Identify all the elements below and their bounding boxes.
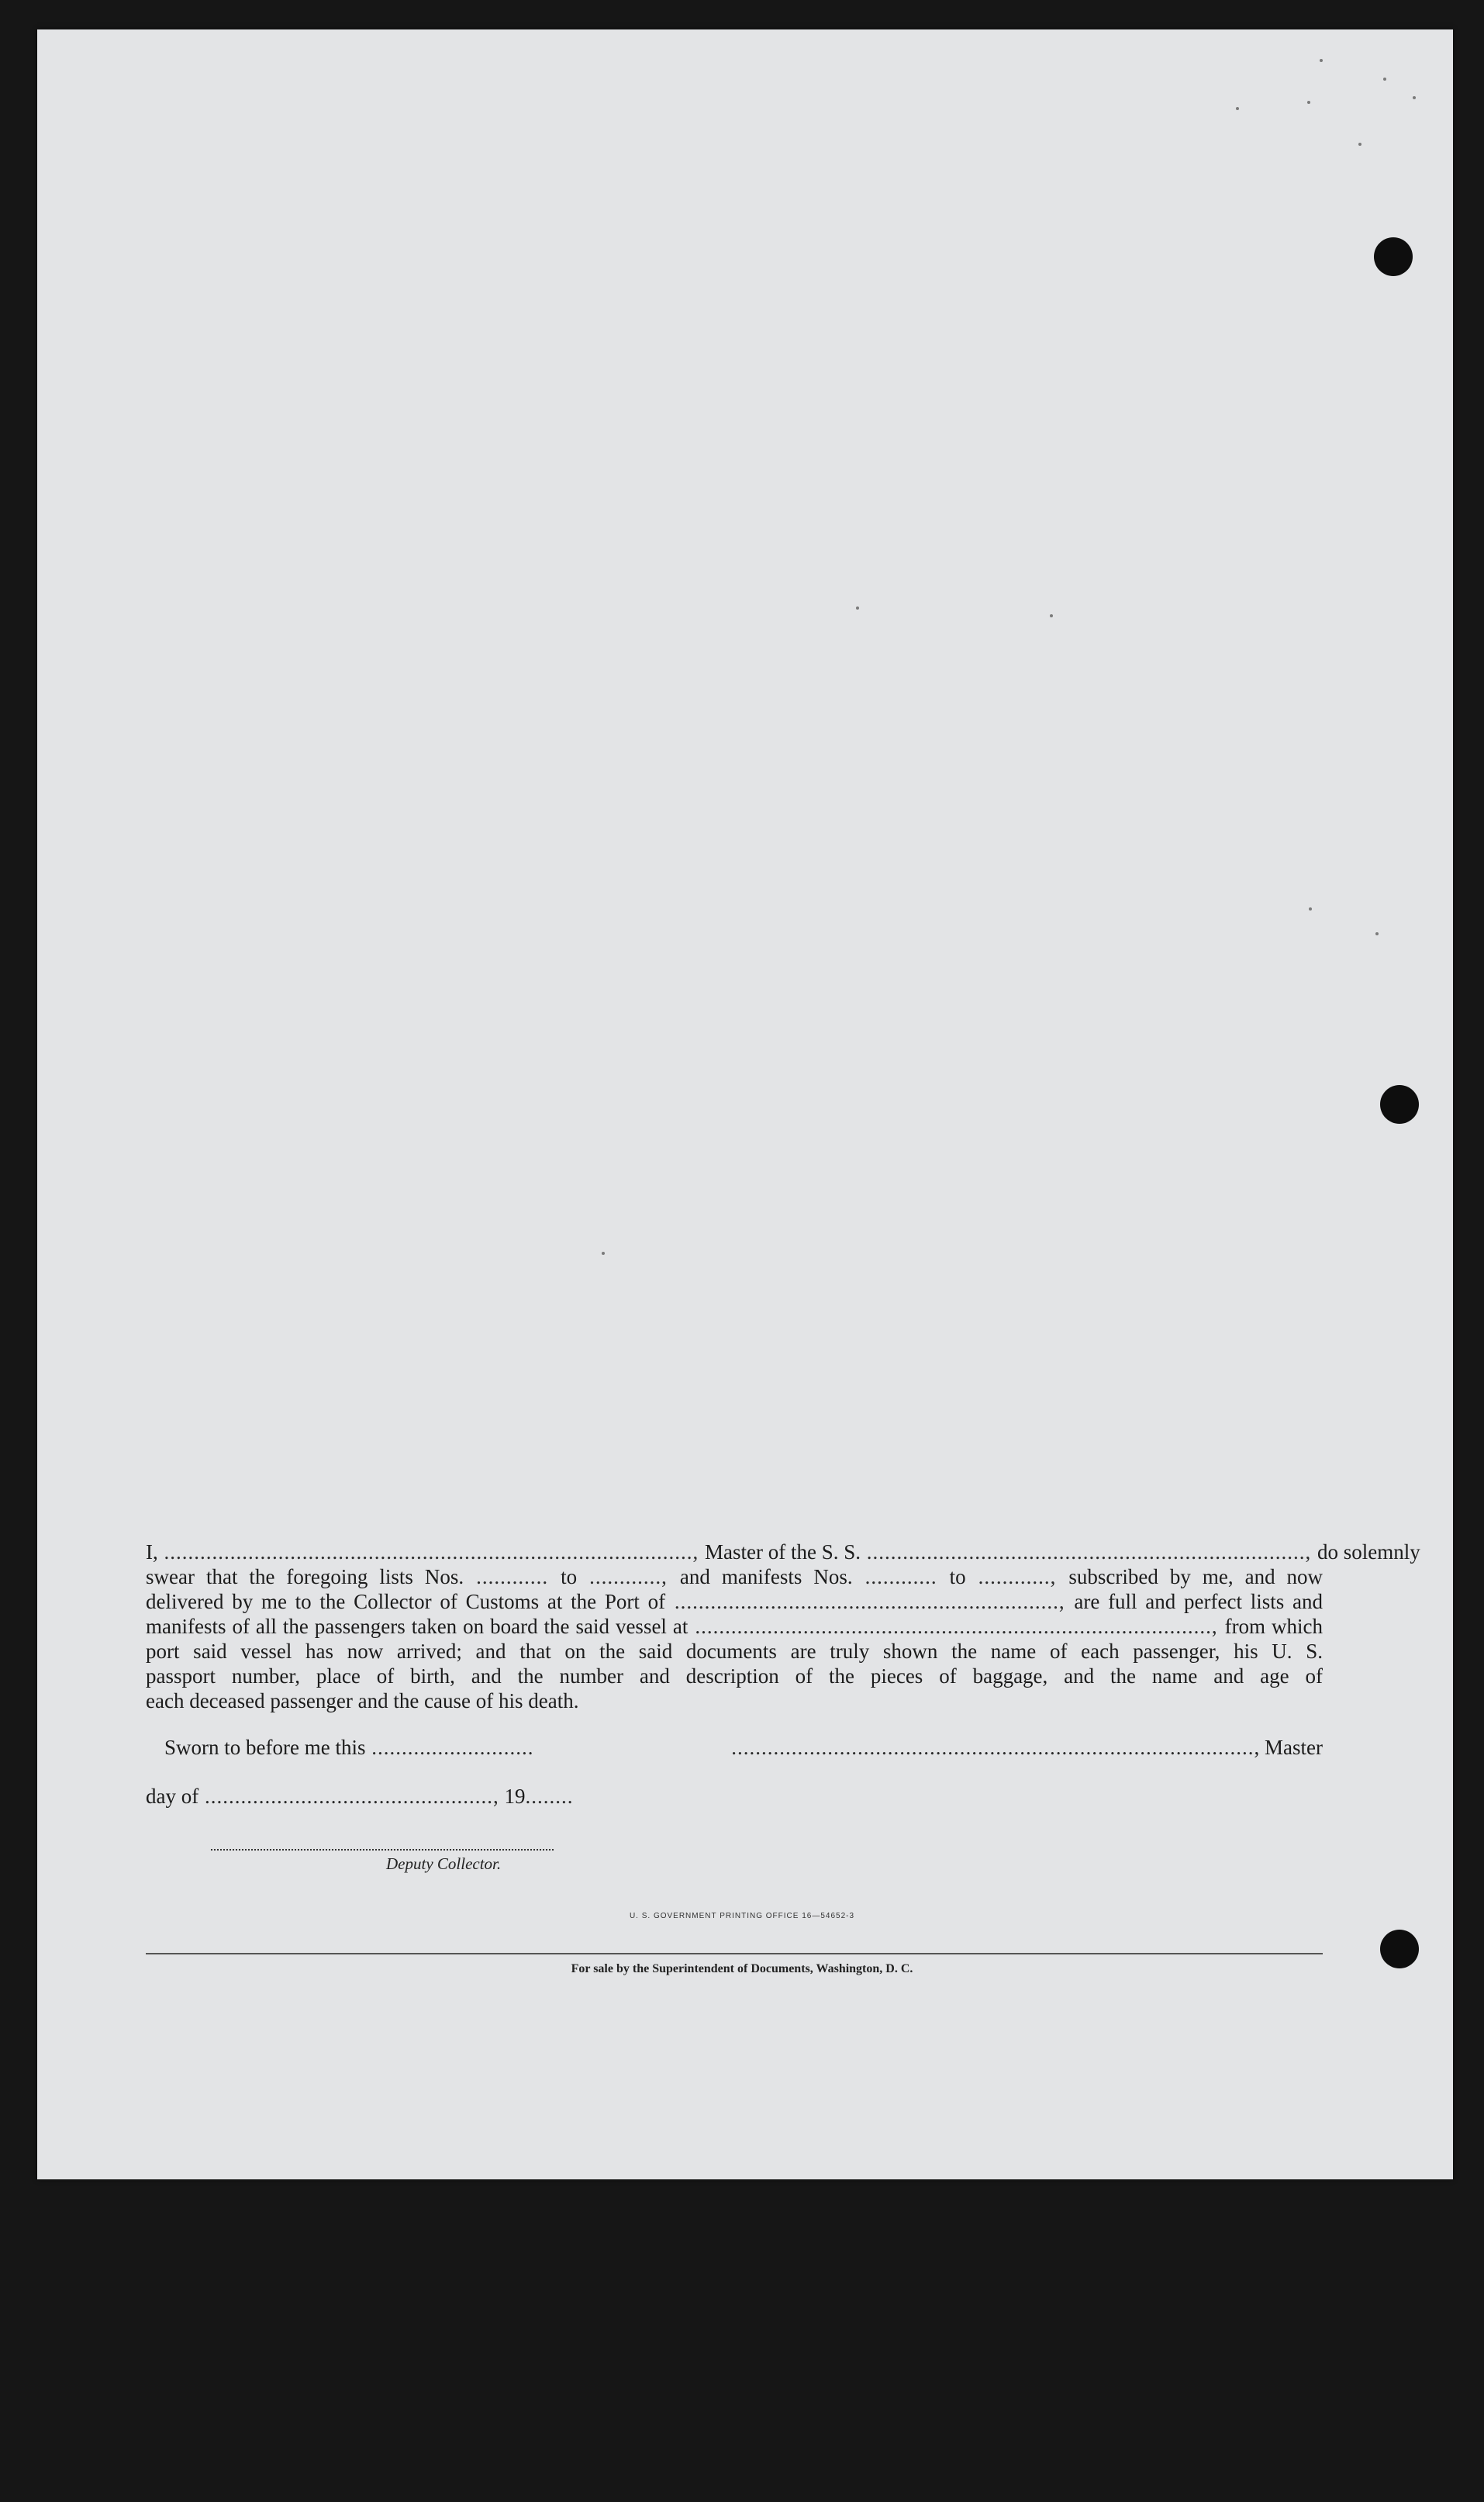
oath-text: and manifests Nos. [679,1565,853,1588]
deputy-collector-label: Deputy Collector. [386,1854,502,1873]
footer-rule [146,1953,1323,1954]
paper-speck [1375,932,1379,935]
oath-text: port said vessel has now arrived; and that on the said documents are truly shown the name of each passenger, his U. S. [146,1640,1323,1663]
oath-line-7 [146,1688,1323,1713]
punch-hole-middle [1380,1085,1419,1124]
oath-line-6 [146,1664,1323,1688]
day-row [146,1785,573,1809]
oath-text: to [561,1565,578,1588]
day-label: day of [146,1785,199,1808]
paper-speck [1309,907,1312,911]
oath-text: swear that the foregoing lists Nos. [146,1565,464,1588]
boarding-port-blank: ......................................................................................, [688,1615,1225,1638]
year-blank: ........ [525,1785,574,1808]
lists-from-blank: ............ [464,1565,561,1588]
master-name-blank: ........................................................................................, [157,1540,705,1564]
paper-speck [1383,78,1386,81]
master-signature-blank: ....................................................................................... [731,1736,1254,1759]
manifests-from-blank: ............ [852,1565,950,1588]
deputy-signature-line [211,1849,554,1851]
oath-text: manifests of all the passengers taken on board the said vessel at [146,1615,689,1638]
oath-line-1 [146,1540,1420,1564]
oath-line-2 [146,1564,1323,1589]
vessel-name-blank: ........................................................................., [860,1540,1317,1564]
paper-speck [1358,143,1361,146]
paper-speck [1413,96,1416,99]
paper-speck [1050,614,1053,617]
oath-line-3 [146,1589,1323,1614]
oath-text: from which [1224,1615,1324,1638]
paper-speck [1236,107,1239,110]
oath-text: are full and perfect lists and [1074,1590,1323,1613]
port-blank: ................................................................, [665,1590,1075,1613]
paper-speck [856,606,859,610]
lists-to-blank: ............, [577,1565,680,1588]
month-blank: ................................................, [198,1785,499,1808]
oath-text: passport number, place of birth, and the number and description of the pieces of baggage, and the name and age of [146,1664,1323,1688]
year-label: 19 [499,1785,526,1808]
oath-text: each deceased passenger and the cause of his death. [146,1689,579,1712]
oath-text: delivered by me to the Collector of Customs at the Port of [146,1590,666,1613]
sworn-label: Sworn to before me this [164,1736,366,1759]
paper-speck [1307,101,1310,104]
punch-hole-top [1374,237,1413,276]
document-page [37,29,1453,2179]
manifests-to-blank: ............, [965,1565,1069,1588]
printer-imprint: U. S. GOVERNMENT PRINTING OFFICE 16—54652-3 [629,1912,855,1920]
paper-speck [602,1252,605,1255]
sworn-date-blank: ........................... [365,1736,534,1759]
master-label: , Master [1254,1736,1323,1759]
oath-line-4 [146,1614,1323,1639]
oath-text: subscribed by me, and now [1068,1565,1324,1588]
paper-speck [1320,59,1323,62]
master-signature [731,1736,1323,1760]
oath-text: do solemnly [1317,1540,1420,1564]
oath-text: Master of the S. S. [705,1540,861,1564]
oath-line-5 [146,1639,1323,1664]
sworn-statement [164,1736,533,1760]
oath-text: I, [146,1540,158,1564]
master-oath-paragraph [146,1540,1420,1713]
oath-text: to [949,1565,966,1588]
sale-notice: For sale by the Superintendent of Documents, Washington, D. C. [571,1962,913,1975]
